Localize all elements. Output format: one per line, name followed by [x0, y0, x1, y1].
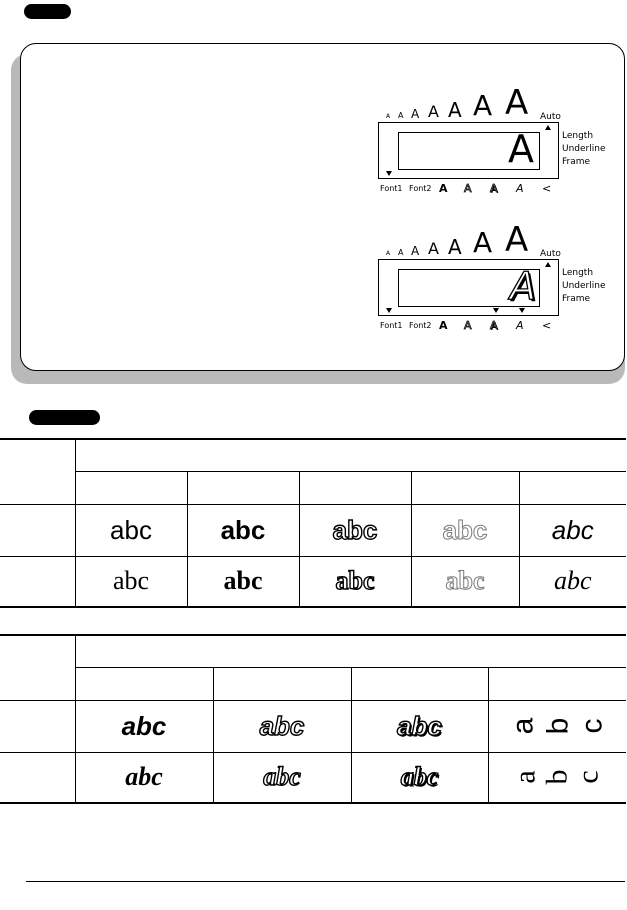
sample-italic-outline: abc [259, 710, 305, 741]
sample-italic-shadow: abc [397, 710, 442, 741]
font2-label: Font2 [409, 321, 432, 330]
vertical-char-c: c [571, 770, 605, 784]
size-pointer-icon [545, 262, 551, 267]
sample-italic: abc [553, 566, 592, 596]
vertical-style-icon: < [542, 319, 552, 332]
table2-col-header [488, 667, 626, 700]
font2-label: Font2 [409, 184, 432, 193]
sample-normal: abc [110, 514, 152, 545]
table1-col-header [519, 471, 626, 504]
table2-col-header [351, 667, 488, 700]
italic-style-icon: A [516, 319, 524, 332]
shadow-pointer-icon [493, 308, 499, 313]
size-indicators [378, 80, 561, 123]
font-pointer-icon [386, 171, 392, 176]
sample-italic-outline: abc [263, 762, 301, 792]
sample-shadow: abc [445, 566, 485, 596]
size-indicator-4: A [428, 102, 439, 121]
table1-row-label [0, 556, 75, 607]
size-indicator-3: A [411, 107, 420, 121]
sample-shadow: abc [442, 514, 488, 545]
lcd-bottom-row [378, 320, 558, 334]
vertical-char-b: b [540, 769, 574, 785]
size-indicator-3: A [411, 244, 420, 258]
auto-label: Auto [540, 112, 561, 122]
sample-vertical [488, 700, 626, 752]
display-character: A [508, 127, 534, 171]
size-indicator-4: A [428, 239, 439, 258]
frame-label: Frame [562, 294, 591, 304]
table1-col-header [75, 471, 187, 504]
sample-italic: abc [551, 514, 594, 545]
style-table-2 [0, 634, 626, 804]
vertical-style-icon: < [542, 182, 552, 195]
section-marker-2 [29, 410, 100, 425]
underline-label: Underline [562, 281, 606, 291]
table1-header-cell [75, 439, 626, 471]
table1-row-label [0, 504, 75, 556]
sample-outline: abc [332, 514, 378, 545]
outline-style-icon: A [464, 319, 472, 332]
underline-label: Underline [562, 144, 606, 154]
section-marker-1 [24, 4, 71, 19]
table2-col-header [213, 667, 351, 700]
font1-label: Font1 [380, 321, 403, 330]
italic-pointer-icon [519, 308, 525, 313]
vertical-char-c: c [575, 718, 609, 734]
sample-vertical [488, 752, 626, 803]
table2-header-cell [75, 635, 626, 667]
vertical-char-b: b [541, 717, 575, 735]
lcd-display-normal [378, 80, 627, 195]
font1-label: Font1 [380, 184, 403, 193]
table1-col-header [411, 471, 519, 504]
sample-italic-bold: abc [121, 710, 167, 741]
sample-bold: abc [223, 566, 263, 596]
table1-col-header [299, 471, 411, 504]
size-indicator-2: A [398, 111, 404, 120]
auto-label: Auto [540, 249, 561, 259]
size-pointer-icon [545, 125, 551, 130]
shadow-style-icon: A [490, 319, 498, 332]
size-indicator-5: A [448, 235, 462, 259]
size-indicator-1: A [386, 113, 391, 120]
size-indicator-6: A [473, 226, 493, 259]
size-indicators [378, 217, 561, 260]
footer-rule [26, 881, 625, 882]
display-character: A [510, 264, 536, 308]
table2-row-label [0, 752, 75, 803]
size-indicator-7: A [505, 83, 529, 123]
size-indicator-2: A [398, 248, 404, 257]
vertical-char-a: a [506, 717, 540, 735]
sample-outline: abc [335, 566, 375, 596]
size-indicator-5: A [448, 98, 462, 122]
font-pointer-icon [386, 308, 392, 313]
bold-style-icon: A [439, 182, 448, 195]
style-table-1 [0, 438, 626, 608]
table1-corner-cell [0, 439, 75, 504]
size-indicator-1: A [386, 250, 391, 257]
outline-style-icon: A [464, 182, 472, 195]
italic-style-icon: A [516, 182, 524, 195]
size-indicator-6: A [473, 89, 493, 122]
sample-italic-shadow: abc [400, 762, 439, 792]
bold-style-icon: A [439, 319, 448, 332]
table2-corner-cell [0, 635, 75, 700]
vertical-char-a: a [508, 770, 542, 784]
sample-bold: abc [220, 514, 266, 545]
length-label: Length [562, 268, 594, 278]
size-indicator-7: A [505, 220, 529, 260]
shadow-style-icon: A [490, 182, 498, 195]
lcd-display-styled [378, 217, 627, 332]
table2-row-label [0, 700, 75, 752]
sample-italic-bold: abc [125, 762, 163, 792]
frame-label: Frame [562, 157, 591, 167]
table2-col-header [75, 667, 213, 700]
sample-normal: abc [112, 566, 150, 596]
lcd-bottom-row [378, 183, 558, 197]
table1-col-header [187, 471, 299, 504]
length-label: Length [562, 131, 594, 141]
